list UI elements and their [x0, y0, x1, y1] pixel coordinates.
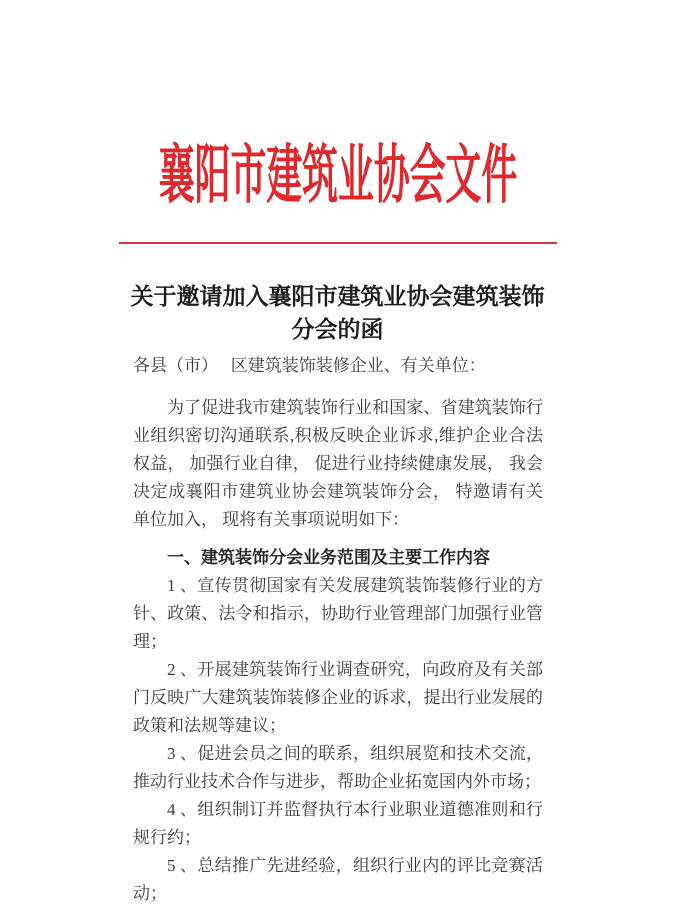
list-item-3: 3 、促进会员之间的联系，组织展览和技术交流，推动行业技术合作与进步，帮助企业拓宽国内外市场； — [133, 744, 543, 791]
document-title — [0, 280, 675, 346]
list-item-4: 4 、组织制订并监督执行本行业职业道德准则和行规行约； — [133, 800, 543, 847]
list-item-1: 1 、宣传贯彻国家有关发展建筑装饰装修行业的方针、政策、法令和指示，协助行业管理部门加强行业管理； — [133, 576, 543, 651]
salutation: 各县（市） 区建筑装饰装修企业、有关单位： — [133, 356, 486, 375]
list-item-2: 2 、开展建筑装饰行业调查研究，向政府及有关部门反映广大建筑装饰装修企业的诉求，提出行业发展的政策和法规等建议； — [133, 660, 543, 735]
document-title-line1: 关于邀请加入襄阳市建筑业协会建筑装饰 — [130, 283, 545, 309]
section-heading-1: 一、建筑装饰分会业务范围及主要工作内容 — [167, 548, 490, 567]
letterhead-divider — [119, 242, 557, 244]
letterhead-title: 襄阳市建筑业协会文件 — [158, 140, 517, 211]
letterhead — [0, 140, 675, 212]
intro-paragraph: 为了促进我市建筑装饰行业和国家、省建筑装饰行业组织密切沟通联系,积极反映企业诉求,维护企业合法权益， 加强行业自律， 促进行业持续健康发展， 我会决定成襄阳市建筑业协会建筑装饰分会， 特邀请有关单位加入， 现将有关事项说明如下： — [133, 398, 543, 529]
document-body — [133, 352, 543, 908]
list-item-5: 5 、总结推广先进经验，组织行业内的评比竞赛活动； — [133, 856, 543, 903]
document-title-line2: 分会的函 — [291, 316, 384, 342]
